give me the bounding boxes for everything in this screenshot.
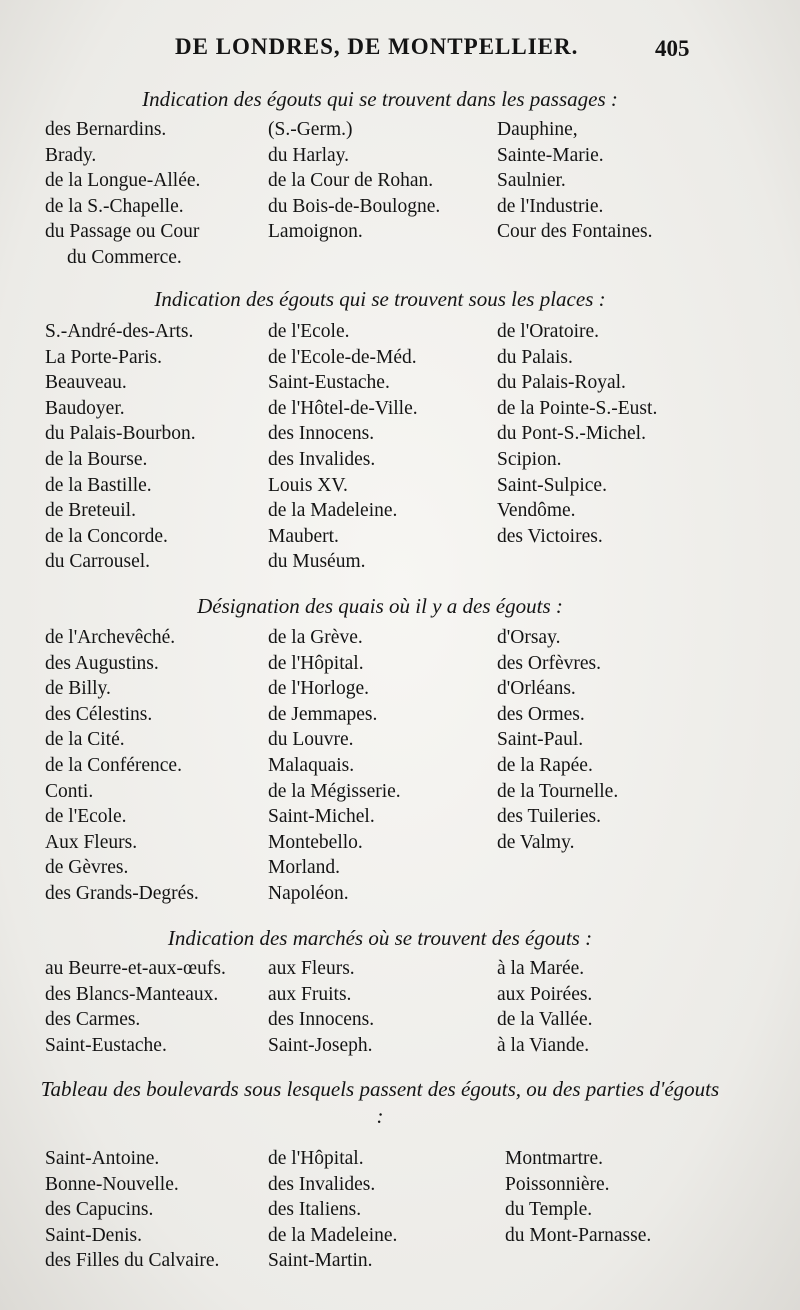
list-item: de l'Ecole-de-Méd. bbox=[268, 346, 417, 368]
list-item: Dauphine, bbox=[497, 119, 578, 140]
list-item: aux Fleurs. bbox=[268, 958, 355, 979]
list-item: Aux Fleurs. bbox=[45, 831, 138, 853]
list-item: de la Madeleine. bbox=[268, 500, 398, 522]
list-row bbox=[0, 245, 800, 271]
list-row bbox=[0, 855, 800, 881]
list-item: de la Vallée. bbox=[497, 1009, 593, 1031]
list-item: des Grands-Degrés. bbox=[45, 882, 199, 904]
list-item: Beauveau. bbox=[45, 372, 127, 394]
list-row bbox=[0, 1146, 800, 1172]
list-row bbox=[0, 143, 800, 169]
list-row bbox=[0, 524, 800, 550]
list-item: Montmartre. bbox=[505, 1148, 604, 1169]
list-item: à la Marée. bbox=[497, 958, 585, 979]
list-row bbox=[0, 779, 800, 805]
list-item: des Blancs-Manteaux. bbox=[45, 983, 219, 1005]
list-item: de la Pointe-S.-Eust. bbox=[497, 397, 658, 419]
list-item: de la S.-Chapelle. bbox=[45, 195, 184, 217]
list-item: de l'Archevêché. bbox=[45, 627, 176, 648]
list-item: des Invalides. bbox=[268, 448, 376, 470]
list-item: Sainte-Marie. bbox=[497, 144, 604, 166]
list-item: de la Tournelle. bbox=[497, 780, 619, 802]
list-row bbox=[0, 498, 800, 524]
list-item: de Breteuil. bbox=[45, 500, 136, 522]
list-item: des Orfèvres. bbox=[497, 652, 601, 674]
quais-list bbox=[0, 625, 800, 907]
list-item: Cour des Fontaines. bbox=[497, 221, 653, 243]
list-item: du Commerce. bbox=[67, 246, 182, 268]
list-item: Morland. bbox=[268, 857, 341, 879]
list-item: de la Cour de Rohan. bbox=[268, 170, 434, 192]
list-item: des Augustins. bbox=[45, 652, 159, 674]
list-item: Saint-Michel. bbox=[268, 806, 375, 828]
list-row bbox=[0, 168, 800, 194]
list-item: (S.-Germ.) bbox=[268, 119, 353, 140]
list-item: Saulnier. bbox=[497, 170, 566, 192]
running-header bbox=[0, 34, 800, 70]
list-item: des Célestins. bbox=[45, 703, 153, 725]
list-item: aux Fruits. bbox=[268, 983, 352, 1005]
list-item: de Valmy. bbox=[497, 831, 575, 853]
list-item: du Harlay. bbox=[268, 144, 350, 166]
list-row bbox=[0, 194, 800, 220]
list-item: au Beurre-et-aux-œufs. bbox=[45, 958, 226, 979]
list-item: La Porte-Paris. bbox=[45, 346, 162, 368]
list-item: de la Madeleine. bbox=[268, 1224, 398, 1246]
list-row bbox=[0, 1033, 800, 1059]
list-row bbox=[0, 370, 800, 396]
list-item: des Innocens. bbox=[268, 1009, 375, 1031]
list-row bbox=[0, 753, 800, 779]
list-item: d'Orsay. bbox=[497, 627, 561, 648]
list-item: des Filles du Calvaire. bbox=[45, 1250, 220, 1272]
list-item: de la Conférence. bbox=[45, 754, 182, 776]
list-item: de l'Horloge. bbox=[268, 678, 369, 700]
list-item: du Muséum. bbox=[268, 551, 366, 573]
list-item: des Capucins. bbox=[45, 1199, 154, 1221]
marches-list bbox=[0, 956, 800, 1058]
list-item: du Carrousel. bbox=[45, 551, 151, 573]
list-item: des Italiens. bbox=[268, 1199, 362, 1221]
list-item: de l'Oratoire. bbox=[497, 321, 600, 342]
list-item: de l'Ecole. bbox=[45, 806, 127, 828]
list-row bbox=[0, 1172, 800, 1198]
list-item: Saint-Antoine. bbox=[45, 1148, 160, 1169]
list-row bbox=[0, 1007, 800, 1033]
list-item: du Temple. bbox=[505, 1199, 593, 1221]
list-row bbox=[0, 982, 800, 1008]
list-item: Baudoyer. bbox=[45, 397, 125, 419]
list-item: de Jemmapes. bbox=[268, 703, 378, 725]
list-row bbox=[0, 319, 800, 345]
places-list bbox=[0, 319, 800, 575]
list-item: du Pont-S.-Michel. bbox=[497, 423, 646, 445]
section-heading-boulevards: Tableau des boulevards sous lesquels passent des égouts, ou des parties d'égouts : bbox=[40, 1077, 720, 1128]
list-item: Saint-Joseph. bbox=[268, 1034, 373, 1056]
list-item: de la Bourse. bbox=[45, 448, 148, 470]
list-row bbox=[0, 473, 800, 499]
list-row bbox=[0, 447, 800, 473]
list-item: Napoléon. bbox=[268, 882, 349, 904]
list-item: Montebello. bbox=[268, 831, 363, 853]
list-item: Saint-Paul. bbox=[497, 729, 584, 751]
list-row bbox=[0, 396, 800, 422]
list-row bbox=[0, 956, 800, 982]
list-item: Bonne-Nouvelle. bbox=[45, 1173, 179, 1195]
list-row bbox=[0, 1248, 800, 1274]
list-item: des Carmes. bbox=[45, 1009, 141, 1031]
list-item: de la Bastille. bbox=[45, 474, 152, 496]
list-item: Saint-Martin. bbox=[268, 1250, 373, 1272]
list-row bbox=[0, 625, 800, 651]
list-item: Saint-Eustache. bbox=[268, 372, 390, 394]
section-heading-passages: Indication des égouts qui se trouvent dans les passages : bbox=[142, 87, 618, 111]
list-item: de la Concorde. bbox=[45, 525, 168, 547]
list-item: de l'Ecole. bbox=[268, 321, 350, 342]
list-item: de l'Industrie. bbox=[497, 195, 604, 217]
section-heading-quais: Désignation des quais où il y a des égouts : bbox=[197, 594, 563, 618]
list-item: de la Grève. bbox=[268, 627, 363, 648]
list-item: Brady. bbox=[45, 144, 97, 166]
boulevards-list bbox=[0, 1146, 800, 1274]
list-item: des Bernardins. bbox=[45, 119, 167, 140]
list-item: des Invalides. bbox=[268, 1173, 376, 1195]
list-item: de la Rapée. bbox=[497, 754, 593, 776]
list-row bbox=[0, 549, 800, 575]
list-item: des Innocens. bbox=[268, 423, 375, 445]
list-item: de l'Hôpital. bbox=[268, 652, 364, 674]
list-item: Scipion. bbox=[497, 448, 562, 470]
list-item: de la Mégisserie. bbox=[268, 780, 401, 802]
list-item: Saint-Eustache. bbox=[45, 1034, 167, 1056]
list-item: des Tuileries. bbox=[497, 806, 602, 828]
running-title: DE LONDRES, DE MONTPELLIER. bbox=[175, 34, 579, 59]
list-row bbox=[0, 702, 800, 728]
list-item: Vendôme. bbox=[497, 500, 576, 522]
list-item: Malaquais. bbox=[268, 754, 355, 776]
list-row bbox=[0, 651, 800, 677]
list-row bbox=[0, 421, 800, 447]
passages-list bbox=[0, 117, 800, 271]
list-row bbox=[0, 345, 800, 371]
list-item: de la Longue-Allée. bbox=[45, 170, 201, 192]
section-heading-places: Indication des égouts qui se trouvent sous les places : bbox=[154, 287, 606, 311]
list-item: aux Poirées. bbox=[497, 983, 593, 1005]
section-heading-marches: Indication des marchés où se trouvent des égouts : bbox=[167, 926, 593, 950]
list-item: Poissonnière. bbox=[505, 1173, 610, 1195]
list-item: du Bois-de-Boulogne. bbox=[268, 195, 441, 217]
list-row bbox=[0, 219, 800, 245]
list-row bbox=[0, 1223, 800, 1249]
list-item: de Gèvres. bbox=[45, 857, 129, 879]
list-item: à la Viande. bbox=[497, 1034, 590, 1056]
list-item: S.-André-des-Arts. bbox=[45, 321, 194, 342]
list-item: Louis XV. bbox=[268, 474, 348, 496]
list-item: de la Cité. bbox=[45, 729, 125, 751]
list-row bbox=[0, 117, 800, 143]
list-item: de l'Hôpital. bbox=[268, 1148, 364, 1169]
list-item: du Louvre. bbox=[268, 729, 354, 751]
list-item: des Victoires. bbox=[497, 525, 603, 547]
page-number: 405 bbox=[655, 36, 690, 61]
list-item: des Ormes. bbox=[497, 703, 585, 725]
list-item: Conti. bbox=[45, 780, 94, 802]
list-item: du Palais-Bourbon. bbox=[45, 423, 196, 445]
list-row bbox=[0, 881, 800, 907]
list-row bbox=[0, 804, 800, 830]
list-row bbox=[0, 1197, 800, 1223]
list-item: d'Orléans. bbox=[497, 678, 576, 700]
list-item: Lamoignon. bbox=[268, 221, 363, 243]
list-item: Saint-Sulpice. bbox=[497, 474, 607, 496]
list-item: du Palais-Royal. bbox=[497, 372, 626, 394]
list-item: du Passage ou Cour bbox=[45, 221, 200, 243]
list-row bbox=[0, 727, 800, 753]
list-item: du Palais. bbox=[497, 346, 573, 368]
list-item: Maubert. bbox=[268, 525, 339, 547]
list-item: Saint-Denis. bbox=[45, 1224, 142, 1246]
list-row bbox=[0, 830, 800, 856]
list-item: de Billy. bbox=[45, 678, 111, 700]
list-item: de l'Hôtel-de-Ville. bbox=[268, 397, 418, 419]
list-row bbox=[0, 676, 800, 702]
list-item: du Mont-Parnasse. bbox=[505, 1224, 652, 1246]
